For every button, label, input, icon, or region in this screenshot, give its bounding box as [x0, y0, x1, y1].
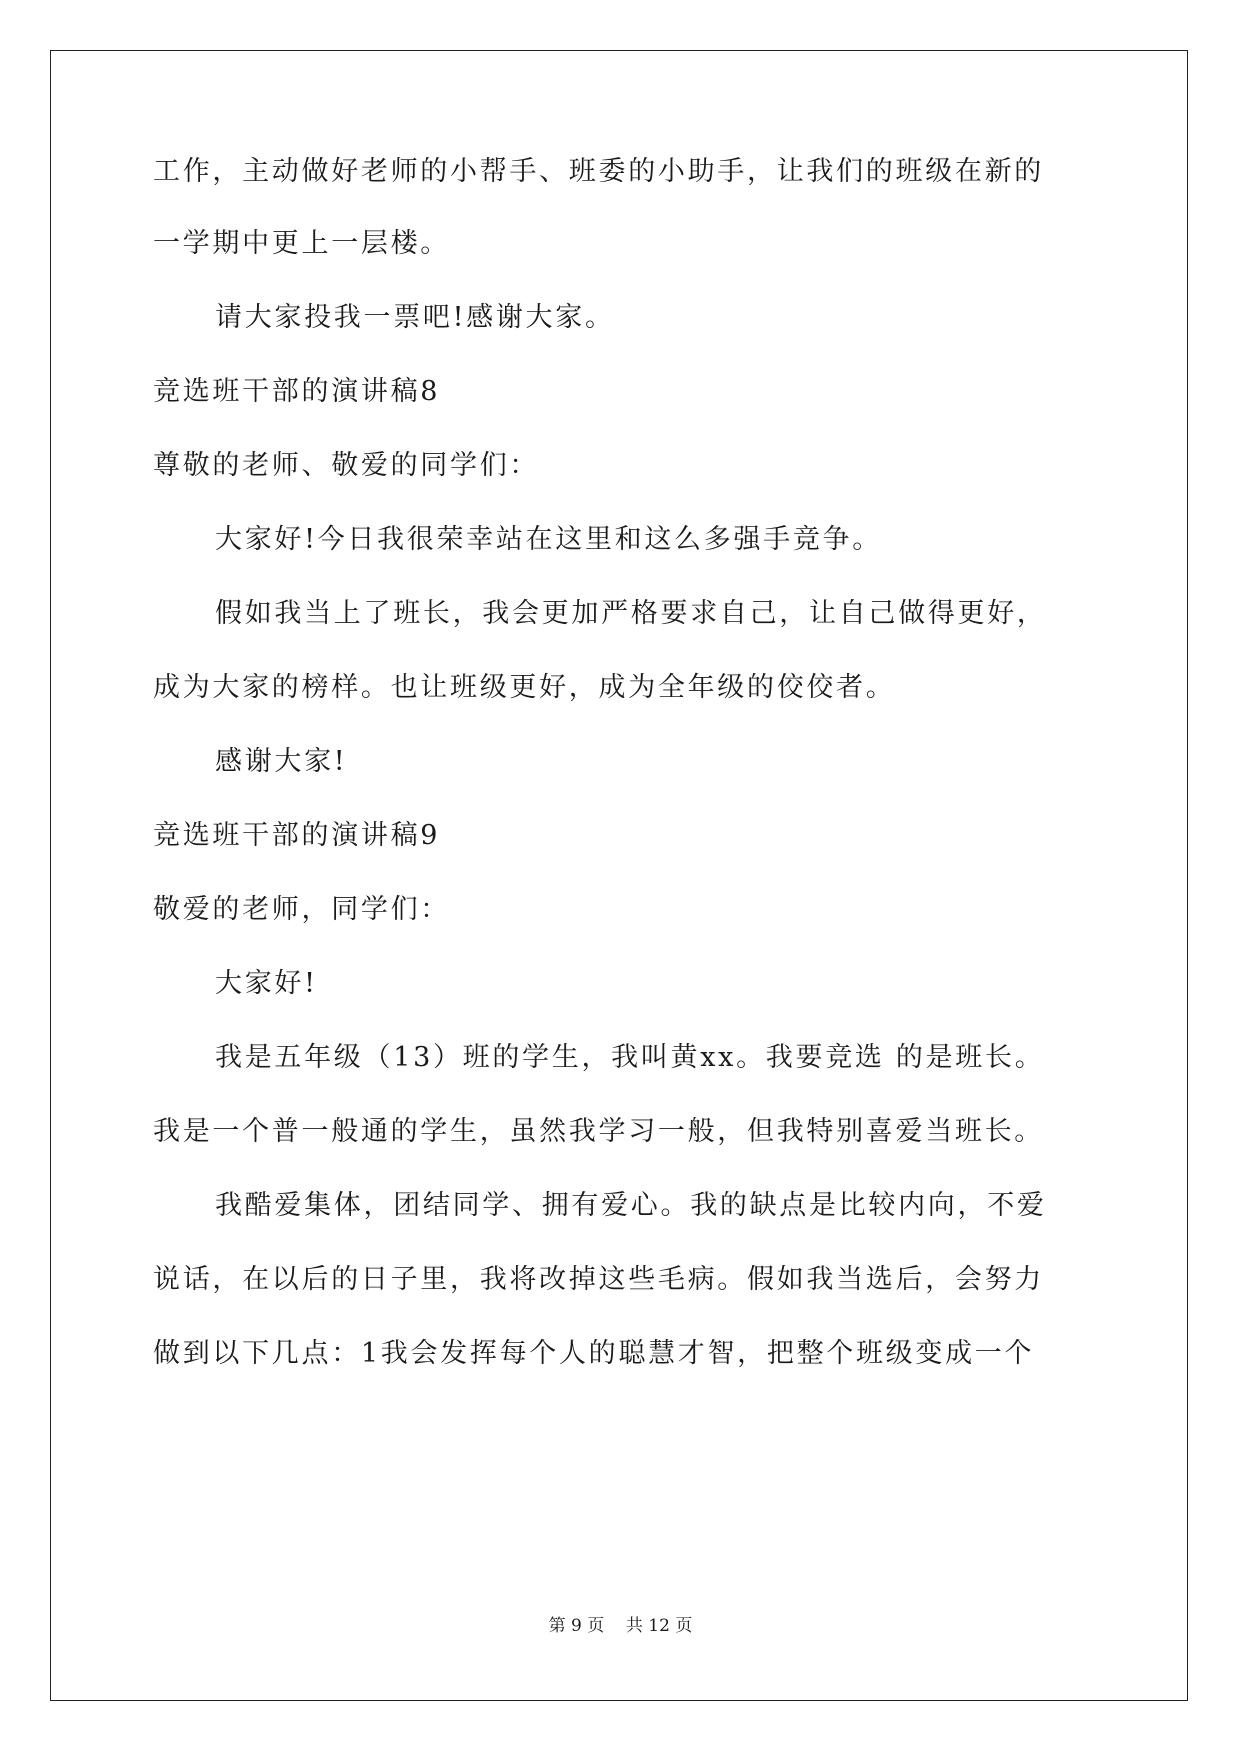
text-line: 说话，在以后的日子里，我将改掉这些毛病。假如我当选后，会努力: [153, 1264, 1044, 1295]
text-line: 大家好!: [215, 968, 318, 999]
text-line: 我是五年级（13）班的学生，我叫黄xx。我要竞选 的是班长。: [215, 1042, 1045, 1073]
text-line: 假如我当上了班长，我会更加严格要求自己，让自己做得更好，: [215, 598, 1047, 629]
section-heading: 竞选班干部的演讲稿8: [153, 376, 441, 407]
section-heading: 竞选班干部的演讲稿9: [153, 820, 441, 851]
text-line: 我酷爱集体，团结同学、拥有爱心。我的缺点是比较内向，不爱: [215, 1190, 1047, 1221]
text-line: 一学期中更上一层楼。: [153, 228, 450, 259]
salutation: 敬爱的老师，同学们：: [153, 894, 450, 925]
text-line: 请大家投我一票吧!感谢大家。: [215, 302, 615, 333]
text-line: 感谢大家!: [215, 746, 348, 777]
text-line: 大家好!今日我很荣幸站在这里和这么多强手竞争。: [215, 524, 882, 555]
text-line: 做到以下几点：1我会发挥每个人的聪慧才智，把整个班级变成一个: [153, 1338, 1035, 1369]
salutation: 尊敬的老师、敬爱的同学们：: [153, 450, 540, 481]
text-line: 工作，主动做好老师的小帮手、班委的小助手，让我们的班级在新的: [153, 156, 1044, 187]
page-number: 第 9 页 共 12 页: [548, 1616, 693, 1636]
text-line: 我是一个普一般通的学生，虽然我学习一般，但我特别喜爱当班长。: [153, 1116, 1044, 1147]
text-line: 成为大家的榜样。也让班级更好，成为全年级的佼佼者。: [153, 672, 896, 703]
